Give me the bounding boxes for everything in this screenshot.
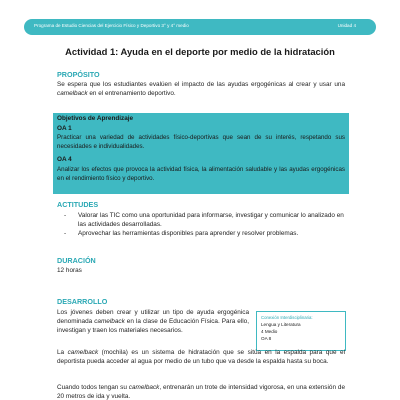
conexion-box (256, 311, 346, 351)
list-item: - Valorar las TIC como una oportunidad para informarse, investigar y comunicar lo analizado en las actividades desarrolladas. (64, 211, 344, 229)
list-item: - Aprovechar las herramientas disponibles para aprender y resolver problemas. (64, 229, 344, 238)
program-name: Programa de Estudio Ciencias del Ejercicio Físico y Deportivo 3° y 4° medio (34, 23, 189, 28)
unit-label: Unidad 4 (337, 23, 356, 28)
objetivos-box (53, 113, 349, 194)
conexion-title: Conexión Interdisciplinaria: (261, 315, 313, 320)
conexion-line: 4 Medio (261, 329, 278, 334)
desarrollo-paragraph: La camelback (mochila) es un sistema de hidratación que se sitúa en la espalda para que el deportista pueda acceder al agua por medio de un tubo que va desde la espalda hasta su boca. (57, 349, 345, 366)
objetivos-title: Objetivos de Aprendizaje (57, 115, 134, 122)
oa-label: OA 4 (57, 156, 72, 163)
actitudes-heading: ACTITUDES (57, 200, 99, 209)
oa-text: Practicar una variedad de actividades físico-deportivas que sean de su interés, respetando sus necesidades e individualidades. (57, 134, 345, 150)
desarrollo-heading: DESARROLLO (57, 297, 108, 306)
oa-text: Analizar los efectos que provoca la actividad física, la alimentación saludable y las ayudas ergogénicas en el rendimiento físico y deportivo. (57, 165, 345, 182)
desarrollo-paragraph: Los jóvenes deben crear y utilizar un tipo de ayuda ergogénica denominada camelback en la clase de Educación Física. Para ello, investigan y traen los materiales necesarios. (57, 309, 250, 335)
duracion-value: 12 horas (57, 267, 82, 274)
desarrollo-paragraph: Cuando todos tengan su camelback, entrenarán un trote de intensidad vigorosa, en una extensión de 20 metros de ida y vuelta. (57, 384, 346, 400)
oa-label: OA 1 (57, 124, 72, 132)
conexion-line: Lengua y Literatura (261, 322, 301, 327)
duracion-heading: DURACIÓN (57, 256, 96, 265)
header-bar (24, 19, 376, 35)
actitudes-list (64, 211, 344, 239)
conexion-line: OA 8 (261, 336, 272, 341)
proposito-text: Se espera que los estudiantes evalúen el impacto de las ayudas ergogénicas al crear y usar una camelback en el entrenamiento deportivo. (57, 81, 345, 98)
proposito-heading: PROPÓSITO (57, 70, 100, 79)
page-title: Actividad 1: Ayuda en el deporte por medio de la hidratación (65, 46, 335, 57)
